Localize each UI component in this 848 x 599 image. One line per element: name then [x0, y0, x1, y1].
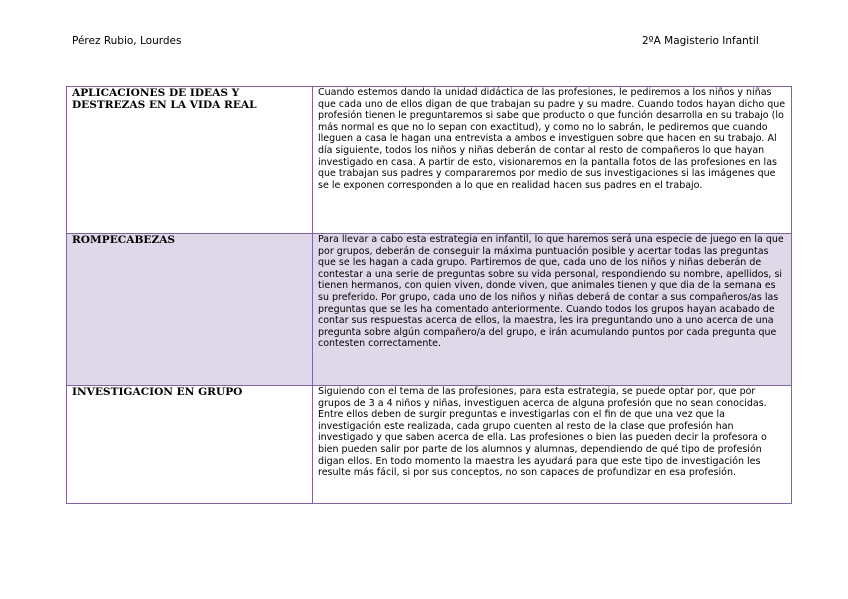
- table-row: [67, 386, 792, 504]
- table-row: [67, 234, 792, 386]
- row-description: Siguiendo con el tema de las profesiones, para esta estrategia, se puede optar por, que por grupos de 3 a 4 niños y niñas, investiguen acerca de alguna profesión que no sean conocidas. Entre ellos deben de surgir preguntas e investigarlas con el fin de que una vez que la investigación este realizada, cada grupo cuenten al resto de la clase que profesión han investigado y que saben acerca de ella. Las profesiones o bien las pueden decir la profesora o bien pueden salir por parte de los alumnos y alumnas, dependiendo de qué tipo de profesión digan ellos. En todo momento la maestra les ayudará para que este tipo de investigación les resulte más fácil, si por sus conceptos, no son capaces de profundizar en esa profesión.: [313, 386, 792, 504]
- row-description: Para llevar a cabo esta estrategia en infantil, lo que haremos será una especie de juego en la que por grupos, deberán de conseguir la máxima puntuación posible y acertar todas las preguntas que se les hagan a cada grupo. Partiremos de que, cada uno de los niños y niñas deberán de contestar a una serie de preguntas sobre su vida personal, respondiendo su nombre, apellidos, si tienen hermanos, con quien viven, donde viven, que animales tienen y que dia de la semana es su preferido. Por grupo, cada uno de los niños y niñas deberá de contar a sus compañeros/as las preguntas que se les ha comentado anteriormente. Cuando todos los grupos hayan acabado de contar sus respuestas acerca de ellos, la maestra, les ira preguntando uno a uno acerca de una pregunta sobre algún compañero/a del grupo, e irán acumulando puntos por cada pregunta que contesten correctamente.: [313, 234, 792, 386]
- row-description: Cuando estemos dando la unidad didáctica de las profesiones, le pediremos a los niños y niñas que cada uno de ellos digan de que trabajan su padre y su madre. Cuando todos hayan dicho que profesión tienen le preguntaremos si sabe que producto o que función desarrolla en su trabajo (lo más normal es que no lo sepan con exactitud), y como no lo sabrán, le pediremos que cuando lleguen a casa le hagan una entrevista a ambos e investiguen sobre que hacen en su trabajo. Al día siguiente, todos los niños y niñas deberán de contar al resto de compañeros lo que hayan investigado en casa. A partir de esto, visionaremos en la pantalla fotos de las profesiones en las que trabajan sus padres y compararemos por medio de sus investigaciones si las imágenes que se le exponen corresponden a lo que en realidad hacen sus padres en el trabajo.: [313, 87, 792, 234]
- header-course: 2ºA Magisterio Infantil: [642, 35, 759, 47]
- strategies-table: [66, 86, 792, 504]
- table-row: [67, 87, 792, 234]
- row-title: ROMPECABEZAS: [67, 234, 313, 386]
- header-author: Pérez Rubio, Lourdes: [72, 35, 182, 47]
- row-title: INVESTIGACION EN GRUPO: [67, 386, 313, 504]
- row-title: APLICACIONES DE IDEAS Y DESTREZAS EN LA VIDA REAL: [67, 87, 313, 234]
